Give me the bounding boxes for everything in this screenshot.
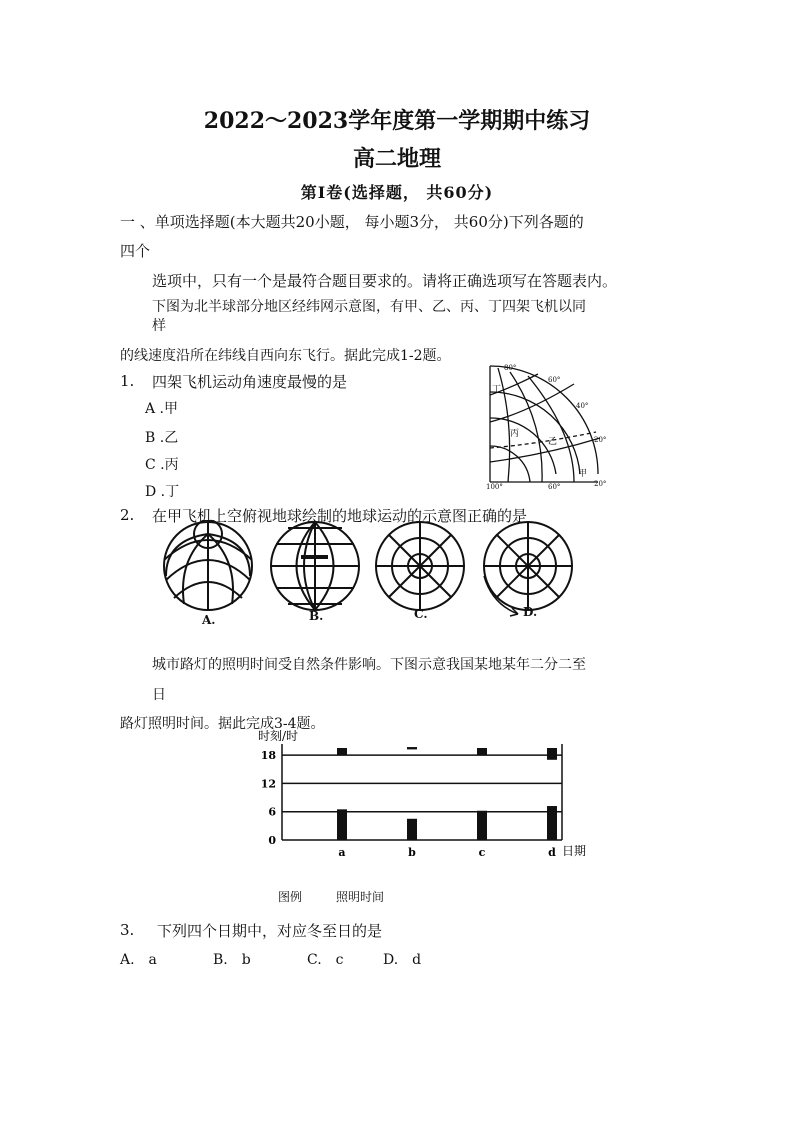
chart-bar-morning (477, 811, 487, 840)
lon-label-20: 20° (594, 480, 607, 488)
q1-number: 1. (120, 372, 135, 390)
plane-ding-marker: 丁 (492, 385, 502, 395)
q1-text: 四架飞机运动角速度最慢的是 (152, 373, 348, 391)
intro2-line-3: 路灯照明时间。据此完成3-4题。 (120, 716, 325, 732)
instruction-line-2: 四个 (120, 242, 151, 260)
intro1-line-2: 样 (152, 318, 166, 334)
chart-bar-morning (337, 809, 347, 840)
lat-label-20: 20° (594, 436, 607, 444)
q3-number: 3. (120, 921, 135, 939)
chart-bar-morning (407, 819, 417, 840)
chart-y-tick-label: 18 (260, 749, 276, 763)
chart-y-axis-label: 时刻/时 (258, 729, 299, 743)
diagram-b[interactable] (271, 522, 359, 610)
q3-option-d[interactable]: D. d (383, 952, 422, 968)
plane-jia-marker: 甲 (578, 469, 588, 479)
q1-option-b[interactable]: B .乙 (145, 430, 179, 446)
instruction-line-1: 一 、单项选择题(本大题共20小题， 每小题3分， 共60分)下列各题的 (120, 213, 584, 231)
intro2-line-1: 城市路灯的照明时间受自然条件影响。下图示意我国某地某年二分二至 (152, 657, 586, 673)
chart-bar-evening (407, 747, 417, 749)
diagram-label-d: D. (523, 605, 538, 619)
q3-option-c[interactable]: C. c (307, 952, 344, 968)
intro1-line-1: 下图为北半球部分地区经纬网示意图，有甲、乙、丙、丁四架飞机以同 (152, 299, 586, 315)
lat-label-40: 40° (576, 402, 589, 410)
diagram-a[interactable] (164, 520, 252, 610)
section-title: 第Ⅰ卷(选择题， 共60分) (300, 183, 494, 202)
lon-label-60: 60° (548, 483, 561, 490)
latitude-longitude-grid-map (478, 362, 618, 490)
q1-option-a[interactable]: A .甲 (145, 401, 179, 417)
q2-text: 在甲飞机上空俯视地球绘制的地球运动的示意图正确的是 (152, 507, 528, 525)
intro2-line-2: 日 (152, 687, 166, 703)
chart-category-label: c (478, 846, 486, 859)
q3-option-b[interactable]: B. b (213, 952, 251, 968)
subject-title: 高二地理 (352, 146, 441, 172)
intro1-line-3: 的线速度沿所在纬线自西向东飞行。据此完成1-2题。 (120, 348, 451, 364)
chart-bar-evening (477, 748, 487, 755)
plane-bing-marker: 丙 (510, 429, 520, 439)
chart-bar-evening (337, 748, 347, 755)
instruction-line-3: 选项中，只有一个是最符合题目要求的。请将正确选项写在答题表内。 (152, 272, 618, 290)
chart-bar-morning (547, 806, 557, 840)
diagram-label-c: C. (414, 607, 428, 621)
diagram-label-a: A. (202, 613, 216, 627)
chart-legend-title: 图例 (278, 890, 303, 904)
diagram-d[interactable] (484, 522, 572, 616)
lon-label-100: 100° (486, 483, 503, 490)
q3-option-a[interactable]: A. a (120, 952, 157, 968)
chart-y-tick-label: 0 (268, 834, 276, 847)
q1-option-d[interactable]: D .丁 (145, 484, 180, 500)
chart-y-tick-label: 12 (260, 777, 276, 791)
earth-motion-diagrams (158, 520, 578, 630)
q2-number: 2. (120, 506, 135, 524)
lat-label-60: 60° (548, 376, 561, 384)
exam-title: 2022～2023学年度第一学期期中练习 (203, 108, 591, 134)
diagram-label-b: B. (309, 609, 324, 623)
diagram-c[interactable] (376, 522, 464, 610)
q1-option-c[interactable]: C .丙 (145, 457, 179, 473)
lat-label-80: 80° (504, 364, 517, 372)
chart-x-axis-label: 日期 (562, 844, 587, 858)
chart-bar-evening (547, 748, 557, 760)
lighting-time-chart (250, 726, 600, 866)
chart-y-tick-label: 6 (268, 805, 276, 819)
chart-category-label: d (548, 846, 556, 859)
chart-category-label: a (338, 846, 346, 859)
q3-text: 下列四个日期中，对应冬至日的是 (157, 922, 383, 940)
plane-yi-marker: 乙 (548, 437, 558, 447)
chart-legend-item: 照明时间 (336, 890, 385, 904)
chart-category-label: b (408, 846, 416, 859)
